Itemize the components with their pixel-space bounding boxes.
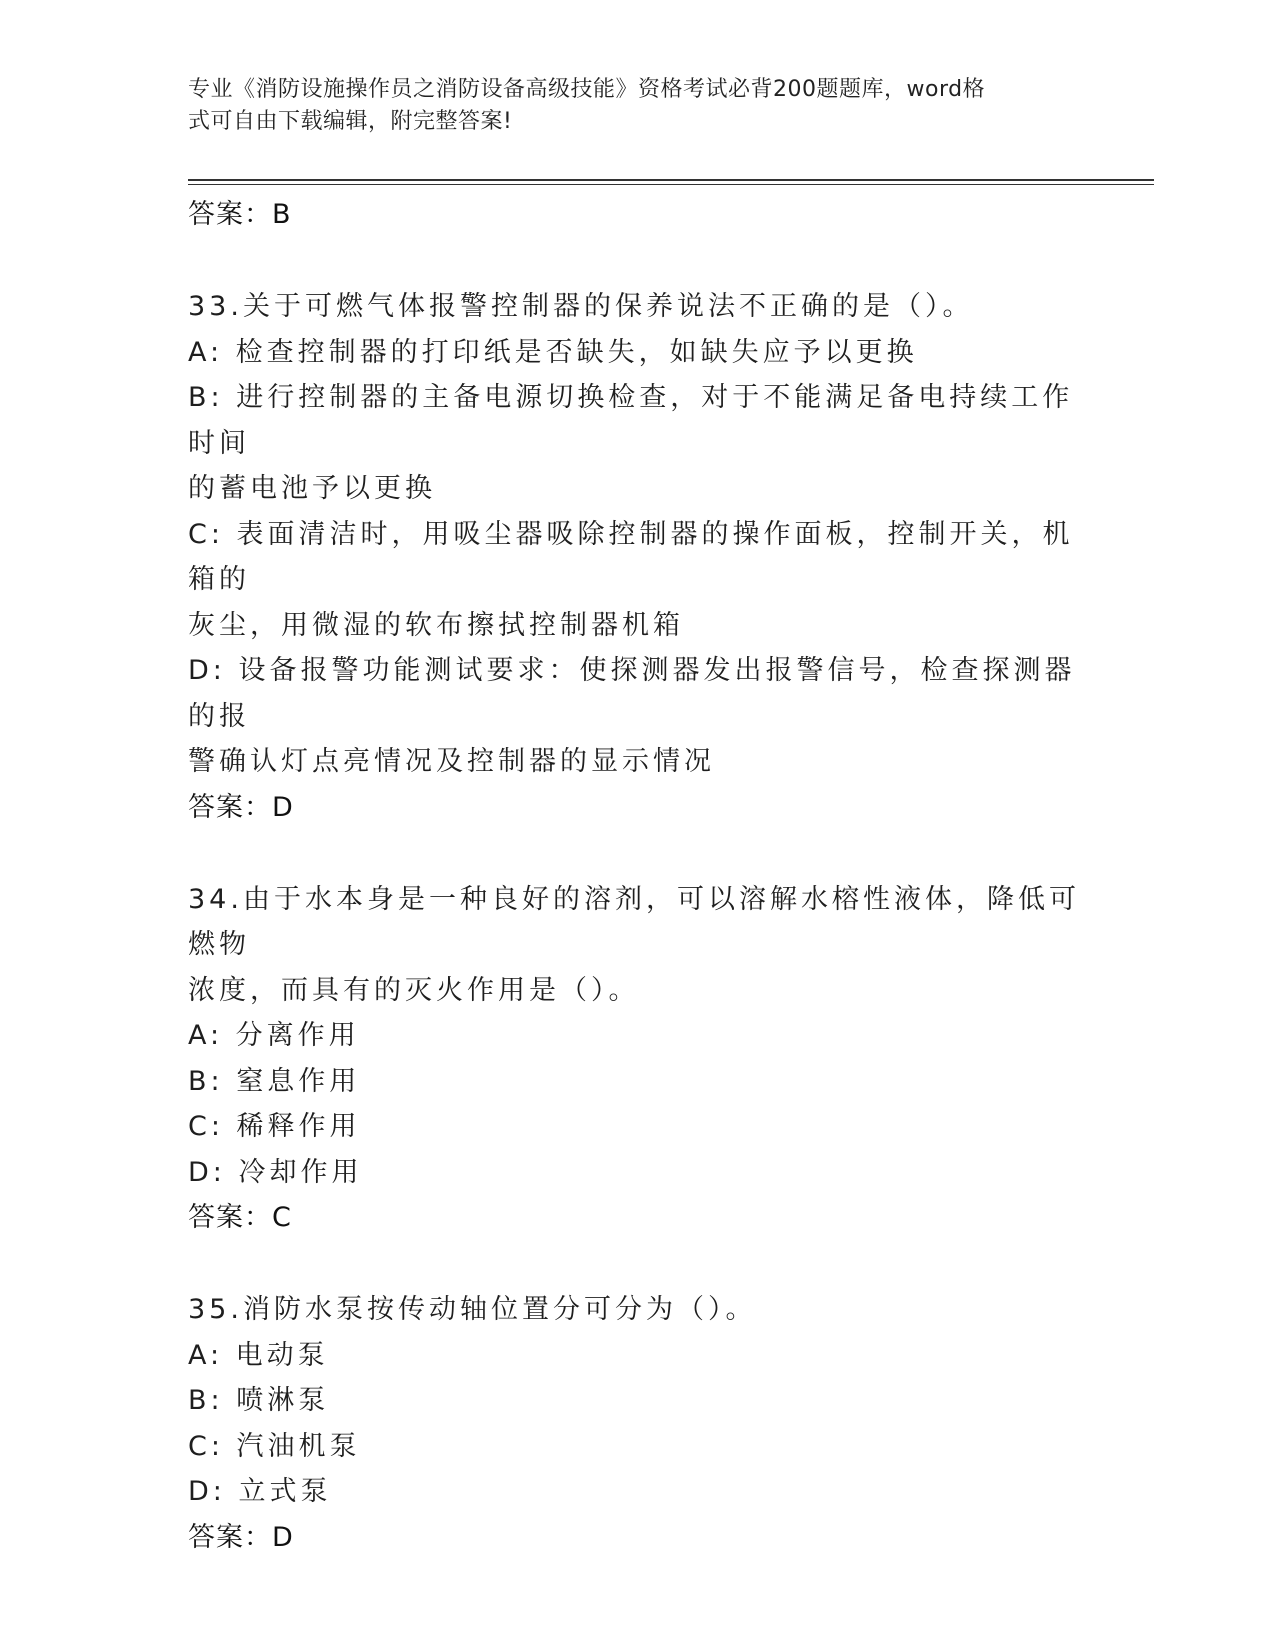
answer-33: 答案：D	[188, 791, 294, 823]
option-a: A: 电动泵	[188, 1339, 329, 1371]
question-35	[188, 1287, 1088, 1561]
question-list	[188, 188, 1088, 1561]
option-b: B: 喷淋泵	[188, 1385, 330, 1416]
option-d: D: 设备报警功能测试要求：使探测器发出报警信号，检查探测器的报	[188, 655, 1076, 732]
question-34	[188, 877, 1088, 1242]
question-stem: 34.由于水本身是一种良好的溶剂，可以溶解水榕性液体，降低可燃物	[188, 883, 1080, 960]
header-line-2: 式可自由下载编辑，附完整答案!	[188, 109, 513, 134]
previous-answer: 答案：B	[188, 199, 292, 230]
header-line-1: 专业《消防设施操作员之消防设备高级技能》资格考试必背200题题库，word格	[188, 77, 986, 102]
option-c: C: 表面清洁时，用吸尘器吸除控制器的操作面板，控制开关，机箱的	[188, 518, 1074, 595]
header-divider	[188, 179, 1154, 181]
option-a: A: 检查控制器的打印纸是否缺失，如缺失应予以更换	[188, 336, 918, 368]
question-stem-continued: 浓度，而具有的灭火作用是（）。	[188, 974, 640, 1006]
option-d: D: 立式泵	[188, 1476, 332, 1507]
option-d: D: 冷却作用	[188, 1156, 363, 1188]
question-33	[188, 284, 1088, 831]
document-header	[188, 74, 1068, 138]
question-stem: 33.关于可燃气体报警控制器的保养说法不正确的是（）。	[188, 291, 974, 322]
header-divider-thin	[188, 184, 1154, 185]
question-stem: 35.消防水泵按传动轴位置分可分为（）。	[188, 1294, 757, 1325]
option-c: C: 汽油机泵	[188, 1430, 361, 1462]
option-c-continued: 灰尘，用微湿的软布擦拭控制器机箱	[188, 609, 684, 641]
option-b: B: 窒息作用	[188, 1065, 361, 1097]
answer-35: 答案：D	[188, 1521, 294, 1553]
option-d-continued: 警确认灯点亮情况及控制器的显示情况	[188, 746, 715, 777]
option-b-continued: 的蓄电池予以更换	[188, 473, 436, 504]
answer-34: 答案：C	[188, 1202, 292, 1233]
option-b: B: 进行控制器的主备电源切换检查，对于不能满足备电持续工作时间	[188, 382, 1074, 459]
option-c: C: 稀释作用	[188, 1111, 361, 1142]
option-a: A: 分离作用	[188, 1020, 360, 1051]
